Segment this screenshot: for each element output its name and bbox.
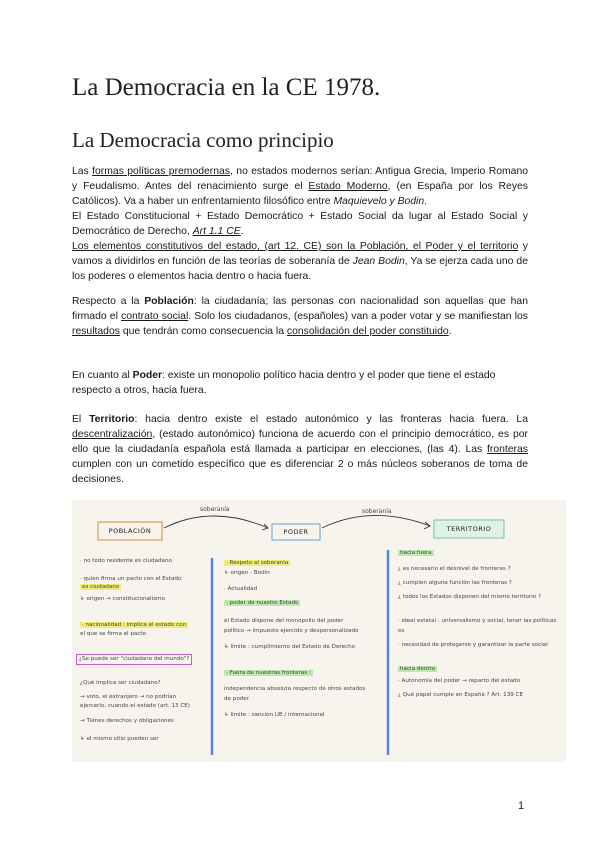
note-line: es — [398, 628, 405, 634]
term-descentralizacion: descentralización — [72, 429, 153, 440]
note-line: ¿ cumplen alguna función las fronteras ? — [398, 580, 512, 586]
text: Respecto a la — [72, 296, 145, 307]
term-formas-politicas: formas políticas premodernas — [92, 166, 231, 177]
text: : hacia dentro existe el estado autonómico y las fronteras hacia fuera. La — [134, 414, 528, 425]
term-estado-moderno: Estado Moderno — [308, 181, 388, 192]
note-line: ↳ límite : cumplimiento del Estado de Derecho — [224, 644, 356, 650]
box-territorio: TERRITORIO — [446, 525, 492, 533]
note-line: · necesidad de protegerse y garantizar la parte social — [398, 642, 548, 648]
arrow-label-right: soberanía — [362, 508, 392, 515]
term-poder: Poder — [132, 370, 163, 381]
text: , (en España por los Reyes Católicos). Va a haber un enfrentamiento filosófico entre — [72, 181, 528, 207]
term-territorio: Territorio — [89, 414, 135, 425]
arrow-right — [322, 515, 430, 528]
arrow-left — [164, 516, 268, 528]
note-line-boxed: ¿Se puede ser "ciudadano del mundo"? — [76, 654, 192, 665]
note-line — [80, 584, 121, 591]
text: . Solo los ciudadanos, (españoles) van a poder votar y se manifiestan los — [188, 311, 528, 322]
term-elementos-constitutivos: Los elementos constitutivos del estado, (art 12. CE) son la Población, el Poder y el territorio — [72, 241, 519, 252]
box-poblacion: POBLACIÓN — [108, 527, 152, 535]
note-line: ↳ origen → constitucionalismo — [80, 596, 165, 602]
paragraph-territorio — [72, 412, 528, 487]
term-jean-bodin: Jean Bodin — [352, 256, 405, 267]
note-line: de poder — [224, 696, 250, 702]
note-line: ↳ origen - Bodin — [224, 570, 270, 576]
note-line: ¿Qué implica ser ciudadano? — [80, 680, 161, 686]
note-line — [224, 560, 290, 567]
term-resultados: resultados — [72, 326, 120, 337]
note-line: · ideal estatal : universalismo y social, tener las políticas — [398, 618, 557, 624]
text: . — [448, 326, 452, 337]
note-line — [80, 622, 188, 629]
note-line: político → impuesto ejercido y despersonalizado — [224, 628, 359, 634]
text: : existe un monopolio político hacia dentro y el poder que tiene el estado respecto a otros, hacia fuera. — [72, 370, 496, 396]
text: ejercerlo, cuando el estado (art. 13 CE) — [80, 703, 190, 709]
note-line: · no todo residente es ciudadano — [80, 558, 172, 564]
note-line: ↳ el mismo sitio pueden ser — [80, 736, 159, 742]
highlight-text: es ciudadano — [82, 584, 120, 590]
text: . — [424, 196, 428, 207]
text: que tendrán como consecuencia la — [119, 326, 287, 337]
text: Las — [72, 166, 93, 177]
text: El Estado Constitucional + Estado Democrático + Estado Social da lugar al Estado Social y Democrático de Derecho, — [72, 211, 528, 237]
highlight-text: · poder de nuestro Estado — [226, 600, 299, 606]
text: , (estado autonómico) funciona de acuerdo con el principio democrático, es por ello que la ciudadanía española está llamada a participar en elecciones, (las 4). Las — [72, 429, 528, 455]
note-line — [398, 550, 434, 557]
note-line — [224, 600, 300, 607]
note-line — [398, 692, 523, 699]
note-line: · quien firma un pacto con el Estado — [80, 576, 182, 582]
highlight-text: · nacionalidad : implica el estado con — [82, 622, 187, 628]
note-line: → voto, el extranjero → no podrían — [80, 694, 177, 700]
page-number: 1 — [518, 800, 525, 812]
highlight-text: · Fuera de nuestras fronteras : — [226, 670, 311, 676]
text: y vamos a dividirlos en función de las teorías de soberanía de — [72, 241, 528, 267]
text: , no estados modernos serían: Antigua Grecia, Imperio Romano y Feudalismo. Antes del renacimiento surge el — [72, 166, 528, 192]
highlight-text: · Respeto al soberanía — [226, 560, 289, 566]
note-line: · Actualidad — [224, 586, 258, 592]
term-poblacion: Población — [144, 296, 194, 307]
text: ¿ Qué papel cumple en España ? Art. 139 CE — [398, 692, 524, 698]
section-title: La Democracia como principio — [72, 128, 334, 152]
page-title: La Democracia en la CE 1978. — [72, 74, 381, 101]
note-line: → Tienes derechos y obligaciones — [80, 718, 174, 724]
term-consolidacion: consolidación del poder constituido — [286, 326, 449, 337]
note-line — [398, 666, 437, 673]
term-maquiavelo-bodin: Maquievelo y Bodin — [333, 196, 425, 207]
article-reference: Art 1.1 CE — [192, 226, 241, 237]
note-line: · Autonomía del poder → reparto del estado — [398, 678, 521, 684]
box-poder: PODER — [283, 528, 309, 536]
note-line — [80, 703, 190, 710]
paragraph-poblacion — [72, 294, 528, 339]
term-fronteras: fronteras — [486, 444, 528, 455]
note-line: ¿ es necesario el desnivel de fronteras ? — [398, 566, 511, 572]
highlight-text: hacia fuera — [400, 550, 432, 556]
note-line: independencia absoluta respecto de otros estados — [224, 686, 366, 692]
text: . — [240, 226, 244, 237]
text: : la ciudadanía; las personas con nacionalidad son aquellas que han firmado el — [72, 296, 528, 322]
note-line: ¿ todos los Estados disponen del mismo territorio ? — [398, 594, 541, 600]
paragraph-intro — [72, 164, 528, 284]
text: , Ya se ejerza cada uno de los poderes o elementos hacia dentro o hacia fuera. — [72, 256, 528, 282]
text: El — [72, 414, 90, 425]
note-line: el que se firma el pacto — [80, 631, 147, 637]
note-line — [224, 670, 313, 677]
term-contrato-social: contrato social — [121, 311, 189, 322]
text: En cuanto al — [72, 370, 133, 381]
text: cumplen con un cometido específico que es diferenciar 2 o más núcleos soberanos de toma de decisiones. — [72, 459, 528, 485]
note-line: el Estado dispone del monopolio del poder — [224, 618, 344, 624]
paragraph-poder — [72, 368, 528, 398]
handwritten-notes — [72, 500, 566, 762]
note-line: ↳ límite : sanción UE / internacional — [224, 712, 325, 718]
arrow-label-left: soberanía — [200, 506, 230, 513]
highlight-text: hacia dentro — [400, 666, 436, 672]
